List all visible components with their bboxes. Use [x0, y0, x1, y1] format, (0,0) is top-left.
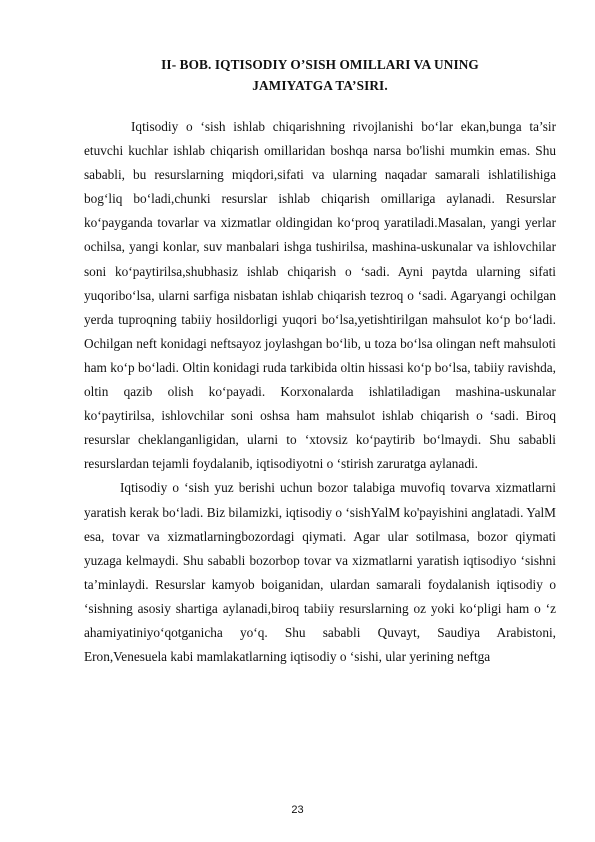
page-number: 23 [291, 804, 304, 816]
paragraph-2: Iqtisodiy o ‘sish yuz berishi uchun bozor talabiga muvofiq tovarva xizmatlarni yaratish kerak bo‘ladi. Biz bilamizki, iqtisodiy o ‘sishYalM ko'payishini anglatadi. YalM esa, tovar va xizmatlarningbozordagi qiymati. Agar ular sotilmasa, bozor qiymati yuzaga kelmaydi. Shu sababli bozorbop tovar va xizmatlarni yaratish iqtisodiyo ‘sishni ta’minlaydi. Resurslar kamyob boiganidan, ulardan samarali foydalanish iqtisodiy o ‘sishning asosiy shartiga aylanadi,biroq tabiiy resurslarning oz yoki ko‘pligi ham o ‘z ahamiyatiniyo‘qotganicha yo‘q. Shu sababli Quvayt, Saudiya Arabistoni, Eron,Venesuela kabi mamlakatlarning iqtisodiy o ‘sishi, ular yerining neftga [84, 480, 556, 665]
chapter-title-line-2: JAMIYATGA TA’SIRI. [252, 78, 388, 93]
body-text [84, 115, 556, 669]
paragraph-1: Iqtisodiy o ‘sish ishlab chiqarishning rivojlanishi bo‘lar ekan,bunga ta’sir etuvchi kuchlar ishlab chiqarish omillaridan boshqa narsa bo'lishi mumkin emas. Shu sababli, bu resurslarning miqdori,sifati va ularning naqadar samarali ishlatilishiga bog‘liq bo‘ladi,chunki resurslar ishlab chiqarish omillariga aylanadi. Resurslar ko‘payganda tovarlar va xizmatlar oldingidan ko‘proq yaratiladi.Masalan, yangi yerlar ochilsa, yangi konlar, suv manbalari ishga tushirilsa, mashina-uskunalar va ishlovchilar soni ko‘paytirilsa,shubhasiz ishlab chiqarish o ‘sadi. Ayni paytda ularning sifati yuqoribo‘lsa, ularni sarfiga nisbatan ishlab chiqarish tezroq o ‘sadi. Agaryangi ochilgan yerda tuproqning tabiiy hosildorligi yuqori bo‘lsa,yetishtirilgan mahsulot ko‘p bo‘ladi. Ochilgan neft konidagi neftsayoz joylashgan bo‘lib, u toza bo‘lsa olingan neft mahsuloti ham ko‘p bo‘ladi. Oltin konidagi ruda tarkibida oltin hissasi ko‘p bo‘lsa, tabiiy ravishda, oltin qazib olish ko‘payadi. Korxonalarda ishlatiladigan mashina-uskunalar ko‘paytirilsa, ishlovchilar soni oshsa ham mahsulot ishlab chiqarish o ‘sadi. Biroq resurslar cheklanganligidan, ularni to ‘xtovsiz ko‘paytirib bo‘lmaydi. Shu sababli resurslardan tejamli foydalanib, iqtisodiyotni o ‘stirish zaruratga aylanadi. [84, 119, 556, 472]
chapter-title-line-1: II- BOB. IQTISODIY O’SISH OMILLARI VA UNING [161, 57, 479, 72]
